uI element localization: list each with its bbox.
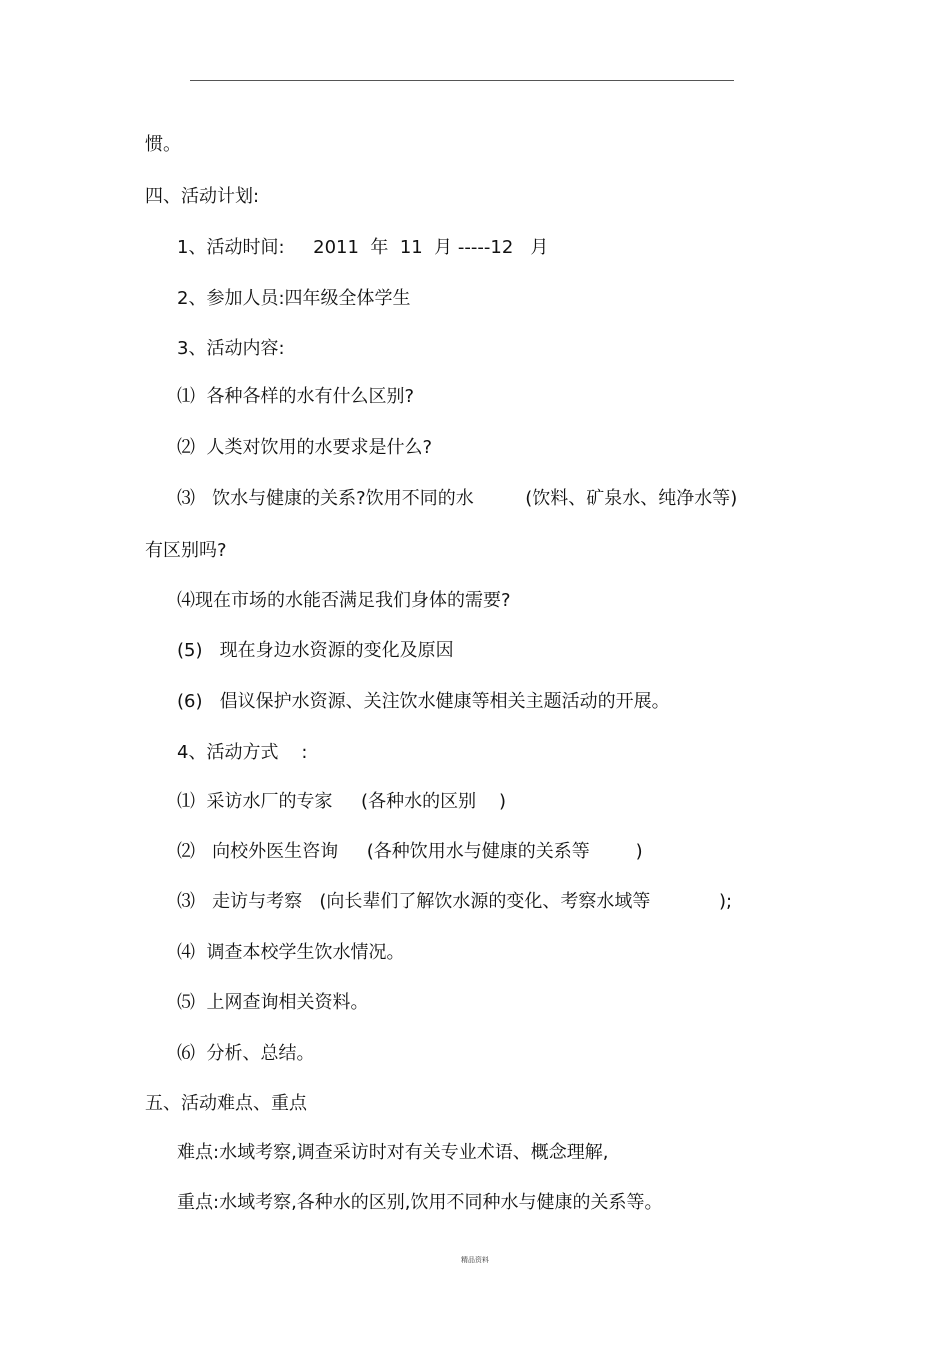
list-item: ⑵ 向校外医生咨询 (各种饮用水与健康的关系等 ): [177, 841, 643, 862]
list-item: ⑸ 上网查询相关资料。: [177, 992, 369, 1013]
list-item: ⑶ 走访与考察 (向长辈们了解饮水源的变化、考察水域等 );: [177, 891, 733, 912]
section-heading-plan: 四、活动计划:: [145, 186, 260, 207]
list-item: (5) 现在身边水资源的变化及原因: [177, 640, 454, 661]
list-item: ⑷ 调查本校学生饮水情况。: [177, 942, 405, 963]
list-item: ⑷现在市场的水能否满足我们身体的需要?: [177, 590, 511, 611]
list-item: ⑶ 饮水与健康的关系?饮用不同的水 (饮料、矿泉水、纯净水等): [177, 488, 738, 509]
text-line-activity-method: 4、活动方式 :: [177, 742, 308, 763]
text-line-participants: 2、参加人员:四年级全体学生: [177, 288, 411, 309]
list-item: ⑴ 各种各样的水有什么区别?: [177, 386, 414, 407]
list-item: (6) 倡议保护水资源、关注饮水健康等相关主题活动的开展。: [177, 691, 670, 712]
section-heading-key-points: 五、活动难点、重点: [145, 1093, 307, 1114]
list-item: ⑴ 采访水厂的专家 (各种水的区别 ): [177, 791, 506, 812]
list-item: ⑵ 人类对饮用的水要求是什么?: [177, 437, 432, 458]
list-item: ⑹ 分析、总结。: [177, 1043, 315, 1064]
text-line-activity-time: 1、活动时间: 2011 年 11 月 -----12 月: [177, 237, 549, 258]
text-line: 惯。: [145, 134, 181, 155]
text-line-difficulty: 难点:水域考察,调查采访时对有关专业术语、概念理解,: [177, 1142, 609, 1163]
text-line-focus: 重点:水域考察,各种水的区别,饮用不同种水与健康的关系等。: [177, 1192, 663, 1213]
page-footer: 精品资料: [461, 1256, 489, 1264]
header-rule: [190, 80, 734, 81]
text-line: 有区别吗?: [145, 540, 227, 561]
text-line-activity-content: 3、活动内容:: [177, 338, 285, 359]
